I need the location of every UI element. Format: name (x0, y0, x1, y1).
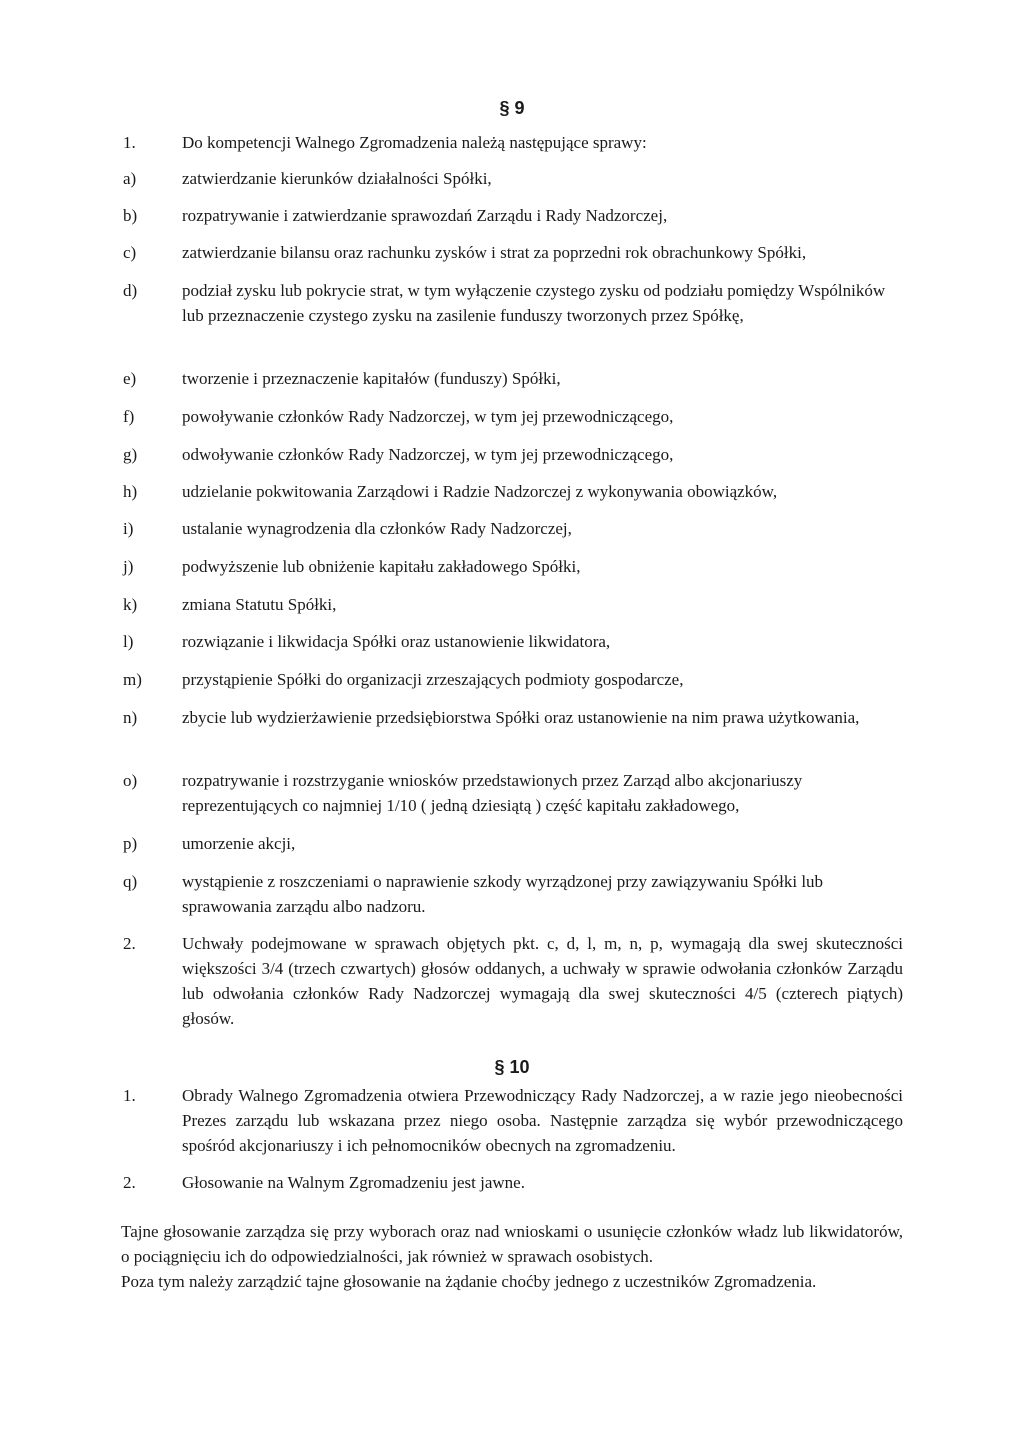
list-item (123, 1083, 903, 1158)
list-item-text: rozwiązanie i likwidacja Spółki oraz ustanowienie likwidatora, (182, 632, 611, 651)
list-item (123, 629, 903, 654)
section-9-heading: § 9 (499, 98, 525, 118)
list-item-text: Obrady Walnego Zgromadzenia otwiera Przewodniczący Rady Nadzorczej, a w razie jego nieobecności Prezes zarządu lub wskazana przez niego osoba. Następnie zarządza się wybór przewodniczącego spośród akcjonariuszy i ich pełnomocników obecnych na zgromadzeniu. (182, 1086, 903, 1155)
list-item (123, 278, 903, 328)
list-item (123, 166, 903, 191)
list-marker: j) (123, 557, 134, 576)
closing-line: Tajne głosowanie zarządza się przy wyborach oraz nad wnioskami o usunięcie członków władz lub likwidatorów, o pociągnięciu ich do odpowiedzialności, jak również w sprawach osobistych. (121, 1222, 903, 1266)
list-marker: 1. (123, 133, 136, 152)
list-item (123, 831, 903, 856)
list-item-text: wystąpienie z roszczeniami o naprawienie szkody wyrządzonej przy zawiązywaniu Spółki lub sprawowania zarządu albo nadzoru. (182, 872, 824, 916)
list-marker: 2. (123, 1173, 136, 1192)
list-item (123, 1170, 903, 1195)
list-item-text: Do kompetencji Walnego Zgromadzenia należą następujące sprawy: (182, 133, 647, 152)
list-item (123, 768, 903, 818)
list-marker: 2. (123, 934, 136, 953)
list-item (123, 705, 903, 730)
list-marker: a) (123, 169, 137, 188)
list-marker: l) (123, 632, 134, 651)
list-marker: b) (123, 206, 138, 225)
list-item-text: powoływanie członków Rady Nadzorczej, w tym jej przewodniczącego, (182, 407, 674, 426)
list-item-text: podział zysku lub pokrycie strat, w tym wyłączenie czystego zysku od podziału pomiędzy Wspólników lub przeznaczenie czystego zysku na zasilenie funduszy tworzonych przez Spółkę, (182, 281, 886, 325)
list-marker: f) (123, 407, 135, 426)
list-item-text: ustalanie wynagrodzenia dla członków Rady Nadzorczej, (182, 519, 572, 538)
list-item-text: zatwierdzanie kierunków działalności Spółki, (182, 169, 492, 188)
list-item-text: Uchwały podejmowane w sprawach objętych pkt. c, d, l, m, n, p, wymagają dla swej skuteczności większości 3/4 (trzech czwartych) głosów oddanych, a uchwały w sprawie odwołania członków Zarządu lub odwołania członków Rady Nadzorczej wymagają dla swej skuteczności 4/5 (czterech piątych) głosów. (182, 934, 903, 1028)
list-item (123, 554, 903, 579)
list-marker: c) (123, 243, 137, 262)
list-marker: e) (123, 369, 137, 388)
list-marker: 1. (123, 1086, 136, 1105)
list-marker: i) (123, 519, 134, 538)
list-item (123, 516, 903, 541)
section-10-heading: § 10 (494, 1057, 530, 1077)
list-item (123, 479, 903, 504)
list-marker: h) (123, 482, 138, 501)
list-marker: g) (123, 445, 138, 464)
list-item-text: odwoływanie członków Rady Nadzorczej, w tym jej przewodniczącego, (182, 445, 674, 464)
list-marker: n) (123, 708, 138, 727)
closing-paragraph (121, 1219, 903, 1294)
list-marker: d) (123, 281, 138, 300)
list-item-text: zmiana Statutu Spółki, (182, 595, 337, 614)
list-item-text: tworzenie i przeznaczenie kapitałów (funduszy) Spółki, (182, 369, 561, 388)
list-item (123, 592, 903, 617)
list-item (123, 869, 903, 919)
list-item (123, 240, 903, 265)
list-item (123, 404, 903, 429)
list-marker: q) (123, 872, 138, 891)
list-item-text: rozpatrywanie i rozstrzyganie wniosków przedstawionych przez Zarząd albo akcjonariuszy reprezentujących co najmniej 1/10 ( jedną dziesiątą ) część kapitału zakładowego, (182, 771, 803, 815)
list-item-text: Głosowanie na Walnym Zgromadzeniu jest jawne. (182, 1173, 525, 1192)
list-item (123, 203, 903, 228)
list-marker: k) (123, 595, 138, 614)
list-item-text: umorzenie akcji, (182, 834, 296, 853)
list-item (123, 130, 903, 155)
list-item-text: podwyższenie lub obniżenie kapitału zakładowego Spółki, (182, 557, 581, 576)
closing-line: Poza tym należy zarządzić tajne głosowanie na żądanie choćby jednego z uczestników Zgromadzenia. (121, 1272, 817, 1291)
list-item-text: przystąpienie Spółki do organizacji zrzeszających podmioty gospodarcze, (182, 670, 684, 689)
list-item-text: udzielanie pokwitowania Zarządowi i Radzie Nadzorczej z wykonywania obowiązków, (182, 482, 778, 501)
list-item (123, 442, 903, 467)
list-item (123, 366, 903, 391)
list-item (123, 931, 903, 1031)
list-marker: m) (123, 670, 142, 689)
list-item-text: rozpatrywanie i zatwierdzanie sprawozdań Zarządu i Rady Nadzorczej, (182, 206, 668, 225)
list-item-text: zbycie lub wydzierżawienie przedsiębiorstwa Spółki oraz ustanowienie na nim prawa użytkowania, (182, 708, 860, 727)
list-item (123, 667, 903, 692)
list-marker: o) (123, 771, 138, 790)
list-item-text: zatwierdzanie bilansu oraz rachunku zysków i strat za poprzedni rok obrachunkowy Spółki, (182, 243, 807, 262)
list-marker: p) (123, 834, 138, 853)
